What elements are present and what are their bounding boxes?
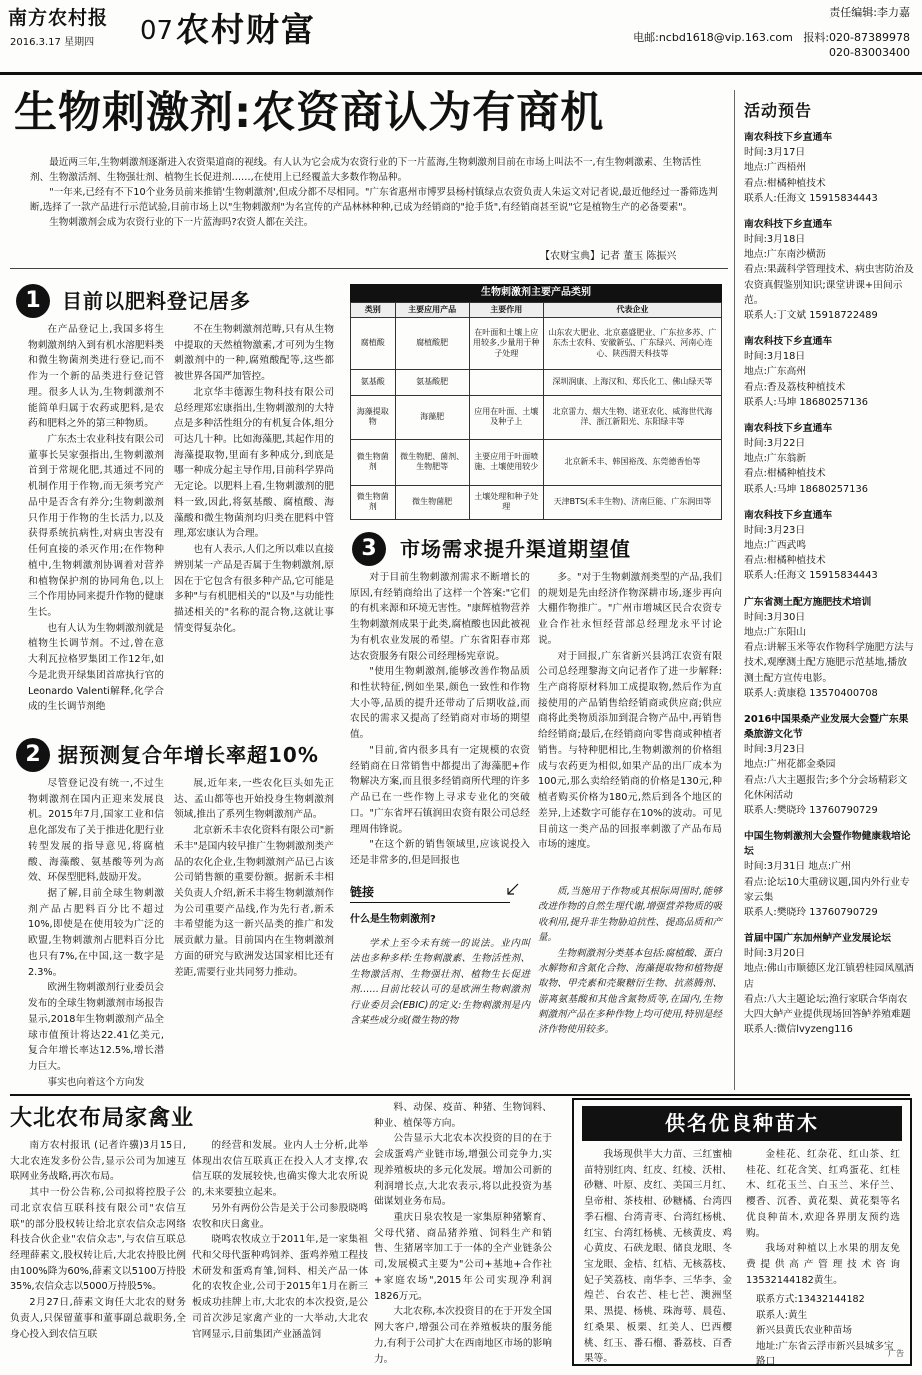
paragraph: 事实也向着这个方向发 <box>47 1076 145 1088</box>
event-item <box>744 217 916 323</box>
paragraph: 在产品登记上,我国多将生物刺激剂纳入到有机水溶肥料类和微生物菌剂类进行登记,而不作为一个新的品类进行登记管理。很多人认为,生物刺激剂不能简单归属于农药或肥料,是农药和肥料之外的第三种物质。 <box>28 324 164 430</box>
event-topic: 看点:论坛10大重磅议题,国内外行业专家云集 <box>744 876 910 903</box>
event-title: 广东省测土配方施肥技术培训 <box>744 596 872 608</box>
table-cell: 腐植酸 <box>351 317 396 369</box>
event-item <box>744 931 916 1037</box>
event-place: 地点:广东南沙横沥 <box>744 249 826 261</box>
paragraph: 也有人认为生物刺激剂就是植物生长调节剂。不过,曾在意大利瓦拉格罗集团工作12年,如今是北贵开绿集团首席执行官的Leonardo Valenti解释,化学合成的生长调节剂绝 <box>28 622 164 713</box>
sidebar-divider <box>734 90 735 1090</box>
bottom-rule <box>10 1094 910 1096</box>
byline: 【农财宝典】记者 董玉 陈振兴 <box>540 251 677 262</box>
section-heading: 目前以肥料登记居多 <box>62 289 251 313</box>
bottom-column-b <box>192 1138 368 1366</box>
table-cell: 微生物菌剂 <box>351 485 396 519</box>
table-cell: 微生物菌剂 <box>351 439 396 485</box>
table-cell: 北京雷力、烟大生物、诺亚农化、威海世代海洋、浙江新阳光、东阳绿丰等 <box>543 395 721 439</box>
table-row <box>351 369 722 395</box>
sidebar-title: 活动预告 <box>744 101 813 120</box>
ad-phone: 联系方式:13432144182 <box>756 1294 865 1306</box>
event-contact: 联系人:樊晓玲 13760790729 <box>744 906 878 918</box>
table-cell: 深圳润康、上海汉和、郑氏化工、佛山绿天等 <box>543 369 721 395</box>
lead-paragraph: 生物刺激剂会成为农资行业的下一片蓝海吗?农资人都在关注。 <box>49 216 314 228</box>
event-contact: 联系人:樊晓玲 13760790729 <box>744 804 878 816</box>
table-title: 生物刺激剂主要产品类别 <box>350 284 722 302</box>
phone-1: 020-87389978 <box>829 31 910 44</box>
event-place: 地点:广西武鸣 <box>744 540 807 552</box>
paragraph: 不在生物刺激剂范畴,只有从生物中提取的天然植物激素,才可列为生物刺激剂中的一种,腐殖酸配等,这些都被世界各国严加管控。 <box>174 324 334 383</box>
event-time: 时间:3月23日 <box>744 744 806 756</box>
paragraph: 的经营和发展。业内人士分析,此举体现出农信互联真正在投入人才支撑,农信互联的发展较快,也确实像大北农所说的,未来要独立起来。 <box>192 1140 368 1199</box>
event-topic: 看点:柑橘种植技术 <box>744 468 826 480</box>
event-item <box>744 595 916 701</box>
link-question: 什么是生物刺激剂? <box>350 914 436 926</box>
event-time: 时间:3月18日 <box>744 351 806 363</box>
section2-column-b <box>174 776 334 1082</box>
paragraph: 广东杰士农业科技有限公司董事长吴家强指出,生物刺激剂首到于常规化肥,其通过不同的机制作用于作物,而无须考究产品中是否含有养分;生物刺激剂只作用于作物的生长活力,以及获得系统抗病性,对病虫害没有任何直接的杀灭作用;在作物种植中,生物刺激剂协调着对营养和植物保护剂的协同角色,以上三个作用协同来提升作物的健康生长。 <box>28 434 164 618</box>
event-title: 南农科技下乡直通车 <box>744 509 833 521</box>
paragraph: 多。"对于生物刺激剂类型的产品,我们的规划是先由经济作物深耕市场,逐步再向大棚作物推广。"广州市增城区民合农资专业合作社永恒经营部总经理龙永平讨论说。 <box>538 572 722 646</box>
event-time: 时间:3月20日 <box>744 948 806 960</box>
paragraph: "在这个新的销售领域里,应该说投入还是非常多的,但是回报也 <box>350 839 530 866</box>
event-title: 南农科技下乡直通车 <box>744 336 833 348</box>
event-item <box>744 508 916 584</box>
link-tag: 链接 <box>350 884 510 903</box>
table-row <box>351 485 722 519</box>
section1-column-b <box>174 322 334 714</box>
table-header: 主要应用产品 <box>395 302 469 317</box>
event-contact: 联系人:丁文斌 15918722489 <box>744 309 878 321</box>
ad-columns <box>574 1147 910 1369</box>
event-place: 地点:广东高州 <box>744 366 807 378</box>
paragraph: 对于回报,广东省新兴县鸿江农资有限公司总经理黎海文向记者作了进一步解释:生产商将原材料加工成提取物,然后作为直接使用的产品销售给经销商或供应商;供应商将此类物质添加到混合物产品中,再销售给经销商;最后,在经销商向零售商或种植者销售。与特种肥相比,生物刺激剂的价格组成与农药更为相似,如果产品的出厂成本为100元,那么卖给经销商的价格是130元,种植者购买价格为180元,然后到各个地区的差异,上述数字可能存在10%的波动。可见目前这一类产品的回报率刺激了产品布局市场的速度。 <box>538 650 722 851</box>
paragraph: "使用生物刺激剂,能够改善作物品质和性状特征,例如坐果,颜色一致性和作物大小等,品质的提升还带动了后期收益,而农民的需求又提高了经销商对市场的期望值。 <box>350 666 530 741</box>
event-topic: 看点:果蔬科学管理技术、病虫害防治及农资真假鉴别知识;课堂讲课+田间示范。 <box>744 264 914 306</box>
section-title: 农村财富 <box>176 10 316 49</box>
table-cell: 土壤处理和种子处理 <box>469 485 543 519</box>
event-time: 时间:3月18日 <box>744 234 806 246</box>
event-topic: 看点:香及荔枝种植技术 <box>744 381 846 393</box>
section3-column-b <box>538 570 722 880</box>
event-list <box>744 130 916 1090</box>
table-cell: 北京新禾丰、韩国裕茂、东莞德香怡等 <box>543 439 721 485</box>
header-rule <box>0 72 922 75</box>
event-place: 地点:佛山市顺德区龙江镇碧桂园凤凰酒店 <box>744 963 914 990</box>
paragraph: 南方农村报讯 (记者许骥)3月15日,大北农连发多份公告,显示公司为加速互联网业务战略,再次布局。 <box>10 1140 186 1183</box>
event-time: 时间:3月31日 地点:广州 <box>744 861 851 873</box>
table-cell: 微生物肥、菌剂、生物肥等 <box>395 439 469 485</box>
section2-column-a <box>28 776 164 1088</box>
ad-person: 联系人:黄生 <box>756 1309 808 1321</box>
event-title: 2016中国果桑产业发展大会暨广东果桑旅游文化节 <box>744 713 909 741</box>
paragraph: 北京新禾丰农化资料有限公司"新禾丰"是国内较早推广生物刺激剂类产品的农化企业,生物刺激剂产品已占该公司销售额的重要份额。据新禾丰相关负责人介绍,新禾丰将生物刺激剂作为公司重要产品线,作为先行者,新禾丰希望能为这一新兴品类的推广和发展贡献力量。目前国内在生物刺激剂方面的研究与欧洲发达国家相比还有差距,需要行业共同努力推动。 <box>174 825 334 978</box>
section3-column-a <box>350 570 530 866</box>
article-headline: 生物刺激剂:农资商认为有商机 <box>14 88 605 138</box>
event-contact: 联系人:马坤 18680257136 <box>744 396 868 408</box>
paragraph: 展,近年来,一些农化巨头如先正达、孟山都等也开始投身生物刺激剂领域,推出了系列生物刺激剂产品。 <box>174 778 334 821</box>
table-header: 主要作用 <box>469 302 543 317</box>
paragraph: 学术上至今未有统一的说法。业内叫法也多种多样:生物刺激素、生物活性剂、生物激活剂、生物强壮剂、植物生长促进剂……目前比较认可的是欧洲生物刺激剂行业委员会(EBIC)的定义:生物刺激剂是内含某些成分或(微生物的物 <box>350 938 530 1026</box>
event-topic: 看点:柑橘种植技术 <box>744 177 826 189</box>
event-item <box>744 829 916 920</box>
event-time: 时间:3月30日 <box>744 611 806 623</box>
paragraph: 北京华丰德源生物科技有限公司总经理郑宏康指出,生物刺激剂的大特点是多种活性组分的有机复合体,组分可达几十种。比如海藻肥,其起作用的海藻提取物,里面有多种成分,到底是哪一种成分起主导作用,目前科学界尚无定论。以肥料上看,生物刺激剂的肥料一致,因此,将氨基酸、腐植酸、海藻酸和微生物菌剂均归类在肥料中管理,郑宏康认为合理。 <box>174 386 334 540</box>
event-topic: 看点:讲解玉米等农作物科学施肥方法与技术,观摩测土配方施肥示范基地,播放测土配方宣传电影。 <box>744 642 914 684</box>
paragraph: 2月27日,薛素文询任大北农的财务负责人,只保留董事和董事副总裁职务,全身心投入到农信互联 <box>10 1297 186 1340</box>
section-heading: 市场需求提升渠道期望值 <box>400 537 631 561</box>
table-cell: 海藻肥 <box>395 395 469 439</box>
paragraph: 重庆日泉农牧是一家集原种猪繁育、父母代猪、商品猪养殖、饲料生产和销售、生猪屠宰加工于一体的全产业链条公司,发展模式主要为"公司+基地+合作社+家庭农场",2015年公司实现净利润1826万元。 <box>374 1212 552 1302</box>
event-contact: 联系人:任海文 15915834443 <box>744 192 878 204</box>
section-heading: 据预测复合年增长率超10% <box>58 743 319 767</box>
ad-paragraph: 金桂花、红杂花、红山茶、红桂花、红花含笑、红鸡蛋花、红桂木、红花玉兰、白玉兰、米仔兰、樱香、沉香、黄花梨、黄花梨等名优良种苗木,欢迎各界朋友预约选购。 <box>746 1149 900 1239</box>
paragraph: 也有人表示,人们之所以难以直接辨别某一产品是否属于生物刺激剂,原因在于它包含有很多种产品,它可能是多种"与有机肥相关的"以及"与功能性描述相关的"名称的混合物,这就让事情变得复杂化。 <box>174 544 334 634</box>
paragraph: 公告显示大北农本次投资的目的在于会成蛋鸡产业链市场,增强公司竞争力,实现养殖板块的多元化发展。增加公司新的利润增长点,大北农表示,将以此投资为基础谋划业务布局。 <box>374 1133 552 1208</box>
ad-contact <box>742 1288 910 1369</box>
ad-title: 供名优良种苗木 <box>582 1106 902 1141</box>
event-contact: 联系人:任海文 15915834443 <box>744 570 878 582</box>
table-cell: 天津BTS(禾丰生物)、济南巨能、广东润田等 <box>543 485 721 519</box>
table-row <box>351 439 722 485</box>
ad-body-a <box>574 1147 742 1369</box>
event-item <box>744 712 916 818</box>
event-contact: 联系人:马坤 18680257136 <box>744 483 868 495</box>
event-time: 时间:3月22日 <box>744 438 806 450</box>
paragraph: 对于目前生物刺激剂需求不断增长的原因,有经销商给出了这样一个答案:"它们的有机来源和环境无害性。"康辉植物营养生物刺激剂成果于此类,腐植酸也因此被视为有机农业发展的希望。广东省阳春市郑达农资服务有限公司经理杨宪章说。 <box>350 572 530 662</box>
link-body-b <box>538 884 722 1092</box>
event-title: 南农科技下乡直通车 <box>744 422 833 434</box>
product-table-box <box>350 284 722 520</box>
article-lead <box>30 156 720 231</box>
newspaper-logo: 南方农村报 <box>8 7 109 29</box>
section-number: 2 <box>16 738 50 772</box>
paragraph: 其中一份公告称,公司拟将控股子公司北京农信互联科技有限公司"农信互联"的部分股权转让给北京农信众志网络科技合伙企业"农信众志",与农信互联总经理薛素文,股权转让后,大北农持股比例由100%降为60%,薛素文以5100万持股35%,农信众志以5000万持股5%。 <box>10 1187 186 1293</box>
ad-body-b <box>742 1147 910 1369</box>
table-cell: 腐植酸肥 <box>395 317 469 369</box>
paragraph: 据了解,目前全球生物刺激剂产品占肥料百分比不超过10%,即使是在使用较为广泛的欧盟,生物刺激剂占肥料百分比也只有7%,在中国,这一数字是2.3%。 <box>28 888 164 978</box>
paragraph: "目前,省内很多具有一定规模的农资经销商在日常销售中都提出了海藻肥+作物解决方案,而且很多经销商所代理的许多产品已在一些作物上寻求专业化的突破口。"广东省坪石镇润田农资有限公司总经理周伟锋说。 <box>350 744 530 835</box>
event-title: 南农科技下乡直通车 <box>744 132 833 143</box>
event-item <box>744 421 916 497</box>
event-place: 地点:广东阳山 <box>744 626 807 638</box>
table-cell: 主要应用于叶面喷施、土壤使用较少 <box>469 439 543 485</box>
table-cell: 海藻提取物 <box>351 395 396 439</box>
link-body-a <box>350 936 530 1092</box>
section-number: 3 <box>352 532 386 566</box>
table-header: 代表企业 <box>543 302 721 317</box>
paragraph: 晓鸣农牧成立于2011年,是一家集祖代和父母代蛋种鸡饲养、蛋鸡养殖工程技术研发和蛋鸡育雏,饲料、相关产品一体化的农牧企业,公司于2015年1月在新三板成功挂牌上市,大北农的本次投资,是公司首次涉足家禽产业的一大举动,大北农官网显示,目前集团产业涵盖饲 <box>192 1234 368 1340</box>
table-row <box>351 395 722 439</box>
event-item <box>744 334 916 410</box>
event-place: 地点:广东翁新 <box>744 453 807 465</box>
event-topic: 看点:八大主题报告;多个分会场精彩文化休闲活动 <box>744 774 908 801</box>
paragraph: 料、动保、疫苗、种猪、生物饲料、种业、植保等方向。 <box>374 1102 552 1129</box>
ad-box <box>572 1098 912 1366</box>
phone-2: 020-83003400 <box>829 46 910 60</box>
table-cell: 氨基酸 <box>351 369 396 395</box>
table-header-row <box>351 302 722 317</box>
email: 电邮:ncbd1618@vip.163.com <box>633 31 793 44</box>
event-time: 时间:3月23日 <box>744 524 806 536</box>
phone-label: 报料: <box>803 31 830 44</box>
event-contact: 联系人:微信lvyzeng116 <box>744 1024 853 1036</box>
event-title: 首届中国广东加州鲈产业发展论坛 <box>744 933 891 945</box>
divider <box>10 268 728 269</box>
table-cell: 应用在叶面、土壤及种子上 <box>469 395 543 439</box>
paragraph: 欧洲生物刺激剂行业委员会发布的全球生物刺激剂市场报告显示,2018年生物刺激剂产品全球市值预计将达22.41亿美元,复合年增长率达12.5%,增长潜力巨大。 <box>28 982 164 1072</box>
table-row <box>351 317 722 369</box>
issue-date: 2016.3.17 星期四 <box>10 37 95 48</box>
ad-company: 新兴县黄氏农业种苗场 <box>756 1325 852 1337</box>
table-header: 类别 <box>351 302 396 317</box>
event-title: 南农科技下乡直通车 <box>744 218 833 230</box>
event-time: 时间:3月17日 <box>744 147 806 159</box>
paragraph: 大北农称,本次投资目的在于开发全国网大客户,增强公司在养殖板块的服务能力,有利于公司扩大在西南地区市场的影响力。 <box>374 1306 552 1365</box>
ad-tag: 广告 <box>888 1349 904 1359</box>
responsible-editor: 责任编辑:李力嘉 <box>829 6 910 19</box>
section-number: 1 <box>16 284 50 318</box>
table-cell: 氨基酸肥 <box>395 369 469 395</box>
bottom-article-title: 大北农布局家禽业 <box>10 1106 195 1131</box>
paragraph: 另外有两份公告是关于公司参股晓鸣农牧和庆日禽业。 <box>192 1202 368 1230</box>
header-contact <box>633 30 910 61</box>
table-cell <box>469 369 543 395</box>
event-title: 中国生物刺激剂大会暨作物健康栽培论坛 <box>744 831 911 858</box>
product-table <box>350 302 722 520</box>
ad-address: 地址:广东省云浮市新兴县城多宝路口 <box>756 1340 894 1367</box>
event-item <box>744 130 916 206</box>
event-topic: 看点:柑橘种植技术 <box>744 555 826 567</box>
ad-paragraph: 我场对种植以上水果的朋友免费提供高产管理技术咨询13532144182黄生。 <box>746 1243 900 1286</box>
paragraph: 质,当施用于作物或其根际周围时,能够改进作物的自然生理代谢,增强营养物质的吸收利用,提升非生物胁迫抗性、提高品质和产量。 <box>538 886 722 944</box>
arrow-icon <box>506 882 520 896</box>
page-number: 07 <box>140 16 174 46</box>
table-cell: 山东农大肥业、北京嘉盛肥业、广东拉多苏、广东杰士农科、安徽新弘、广东绿兴、河南心连心、陕西渭天科技等 <box>543 317 721 369</box>
event-place: 地点:广州花都金桑园 <box>744 759 836 771</box>
paragraph: 尽管登记没有统一,不过生物刺激剂在国内正迎来发展良机。2015年7月,国家工业和信息化部发布了关于推进化肥行业转型发展的指导意见,将腐植酸、海藻酸、氨基酸等列为高效、环保型肥料,鼓励开发。 <box>28 778 164 884</box>
event-topic: 看点:八大主题论坛;渔行家联合华南农大四大鲈产业提供现场回答鲈养殖难题 <box>744 993 911 1020</box>
section1-column-a <box>28 322 164 714</box>
table-cell: 微生物菌肥 <box>395 485 469 519</box>
ad-paragraph: 我场现供半大力苗、三红蜜柚苗特别红肉、红皮、红棱、沃柑、砂糖、叶原、皮红、美国三月红、皇帝柑、茶枝柑、砂糖橘、台湾四季石榴、台湾青枣、台湾红杨桃、红宝、台湾红杨桃、无核黄皮、鸡心黄皮、石硖龙眼、储良龙眼、冬宝龙眼、金桔、红桔、无核荔枝、妃子笑荔枝、南华李、三华李、金煌芒、台农芒、桂七芒、澳洲坚果、黑提、杨桃、珠海萼、晨苞、红桑果、板栗、红美人、巴西樱桃、红玉、番石榴、番荔枝、百香果等。 <box>584 1149 732 1365</box>
paragraph: 生物刺激剂分类基本包括:腐植酸、蛋白水解物和含氮化合物、海藻提取物和植物提取物、甲壳素和壳聚糖衍生物、抗蒸腾剂、游离氨基酸和其他含氮物质等,在国内,生物刺激剂产品在多种作物上均可使用,特别是经济作物使用较多。 <box>538 947 722 1036</box>
lead-paragraph: "一年来,已经有不下10个业务员前来推销'生物刺激剂',但成分都不尽相同。"广东省惠州市博罗县杨村镇绿点农资负责人朱运文对记者说,最近他经过一番筛选判断,选择了一款产品进行示范试验,目前市场上以"生物刺激剂"为名宣传的产品林林种种,已成为经销商的"抢手货",有经销商甚至说"它是植物生产的必备要素"。 <box>30 186 718 213</box>
event-contact: 联系人:黄康稳 13570400708 <box>744 687 878 699</box>
bottom-column-a <box>10 1138 186 1366</box>
event-place: 地点:广西梧州 <box>744 162 807 174</box>
lead-paragraph: 最近两三年,生物刺激剂逐渐进入农资渠道商的视线。有人认为它会成为农资行业的下一片蓝海,生物刺激剂目前在市场上叫法不一,有生物刺激素、生物活性剂、生物激活剂、生物强壮剂、植物生长促进剂……,在使用上已经覆盖大多数作物品种。 <box>30 157 702 183</box>
table-cell: 在叶面和土壤上应用较多,少量用于种子处理 <box>469 317 543 369</box>
bottom-column-c <box>374 1100 552 1366</box>
